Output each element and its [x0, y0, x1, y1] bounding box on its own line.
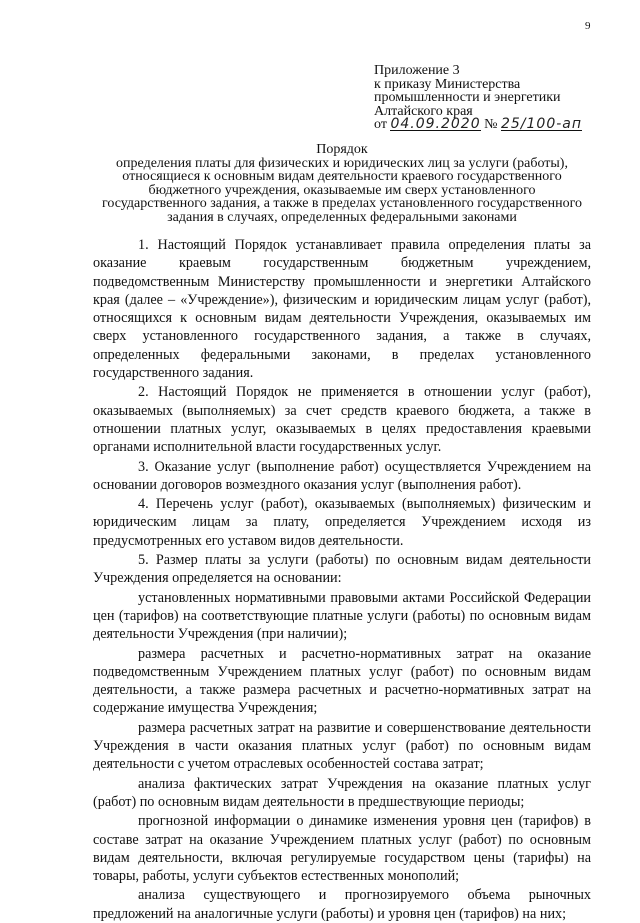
paragraph-5: 5. Размер платы за услуги (работы) по основным видам деятельности Учреждения определяется на основании:	[93, 552, 591, 587]
appendix-line: Алтайского края	[374, 103, 473, 119]
number-prefix: №	[484, 117, 498, 132]
handwritten-date: 04.09.2020	[390, 116, 481, 132]
paragraph-3: 3. Оказание услуг (выполнение работ) осуществляется Учреждением на основании договоров возмездного оказания услуг (выполнения работ).	[93, 458, 591, 493]
appendix-header	[374, 64, 624, 132]
appendix-line: к приказу Министерства	[374, 76, 521, 92]
title-line: задания в случаях, определенных федеральными законами	[167, 209, 517, 225]
document-body	[93, 236, 591, 923]
title-line: государственного задания, а также в пределах установленного государственного	[102, 196, 582, 211]
title-line: определения платы для физических и юридических лиц за услуги (работы),	[116, 155, 568, 171]
appendix-date-line	[374, 118, 624, 132]
appendix-line: промышленности и энергетики	[374, 90, 561, 105]
paragraph-4: 4. Перечень услуг (работ), оказываемых (выполняемых) физическим и юридическим лицам за плату, определяется Учреждением исходя из предусмотренных его уставом видов деятельности.	[93, 496, 591, 549]
handwritten-order-number: 25/100-ап	[500, 116, 583, 132]
date-prefix: от	[374, 117, 387, 132]
title-heading: Порядок	[316, 142, 368, 157]
list-item-development-costs: размера расчетных затрат на развитие и совершенствование деятельности Учреждения в части оказания платных услуг (работ) по основным видам деятельности с учетом отраслевых особенностей состава затрат;	[93, 719, 591, 773]
appendix-line: Приложение 3	[374, 63, 460, 78]
title-line: бюджетного учреждения, оказываемые им сверх установленного	[148, 182, 536, 198]
page-number: 9	[585, 20, 591, 32]
list-item-actual-costs: анализа фактических затрат Учреждения на оказание платных услуг (работ) по основным видам деятельности в предшествующие периоды;	[93, 775, 591, 810]
paragraph-1: 1. Настоящий Порядок устанавливает правила определения платы за оказание краевым государственным бюджетным учреждением, подведомственным Министерству промышленности и энергетики Алтайского края (далее – «Учреждение»), физическим и юридическим лицам услуг (работ), относящихся к основным видам деятельности Учреждения, оказываемых им сверх установленного государственного задания, а также в случаях, определенных федеральными законами, в пределах установленного государственного задания.	[93, 237, 591, 382]
list-item-market-analysis: анализа существующего и прогнозируемого объема рыночных предложений на аналогичные услуги (работы) и уровня цен (тарифов) на них;	[93, 887, 591, 922]
list-item-tariffs: установленных нормативными правовыми актами Российской Федерации цен (тарифов) на соответствующие платные услуги (работы) по основным видам деятельности Учреждения (при наличии);	[93, 589, 591, 643]
list-item-price-forecast: прогнозной информации о динамике изменения уровня цен (тарифов) в составе затрат на оказание Учреждением платных услуг (работ) по основным видам деятельности, включая регулируемые государством цены (тарифы) на товары, работы, услуги субъектов естественных монополий;	[93, 813, 591, 885]
document-title	[92, 143, 592, 224]
title-line: относящиеся к основным видам деятельности краевого государственного	[122, 169, 562, 184]
list-item-calculated-costs: размера расчетных и расчетно-нормативных затрат на оказание подведомственным Учреждением платных услуг (работ) по основным видам деятельности, а также размера расчетных и расчетно-нормативных затрат на содержание имущества Учреждения;	[93, 645, 591, 717]
paragraph-2: 2. Настоящий Порядок не применяется в отношении услуг (работ), оказываемых (выполняемых) за счет средств краевого бюджета, а также в отношении платных услуг, оказываемых в целях предоставления краевыми органами исполнительной власти государственных услуг.	[93, 384, 591, 456]
